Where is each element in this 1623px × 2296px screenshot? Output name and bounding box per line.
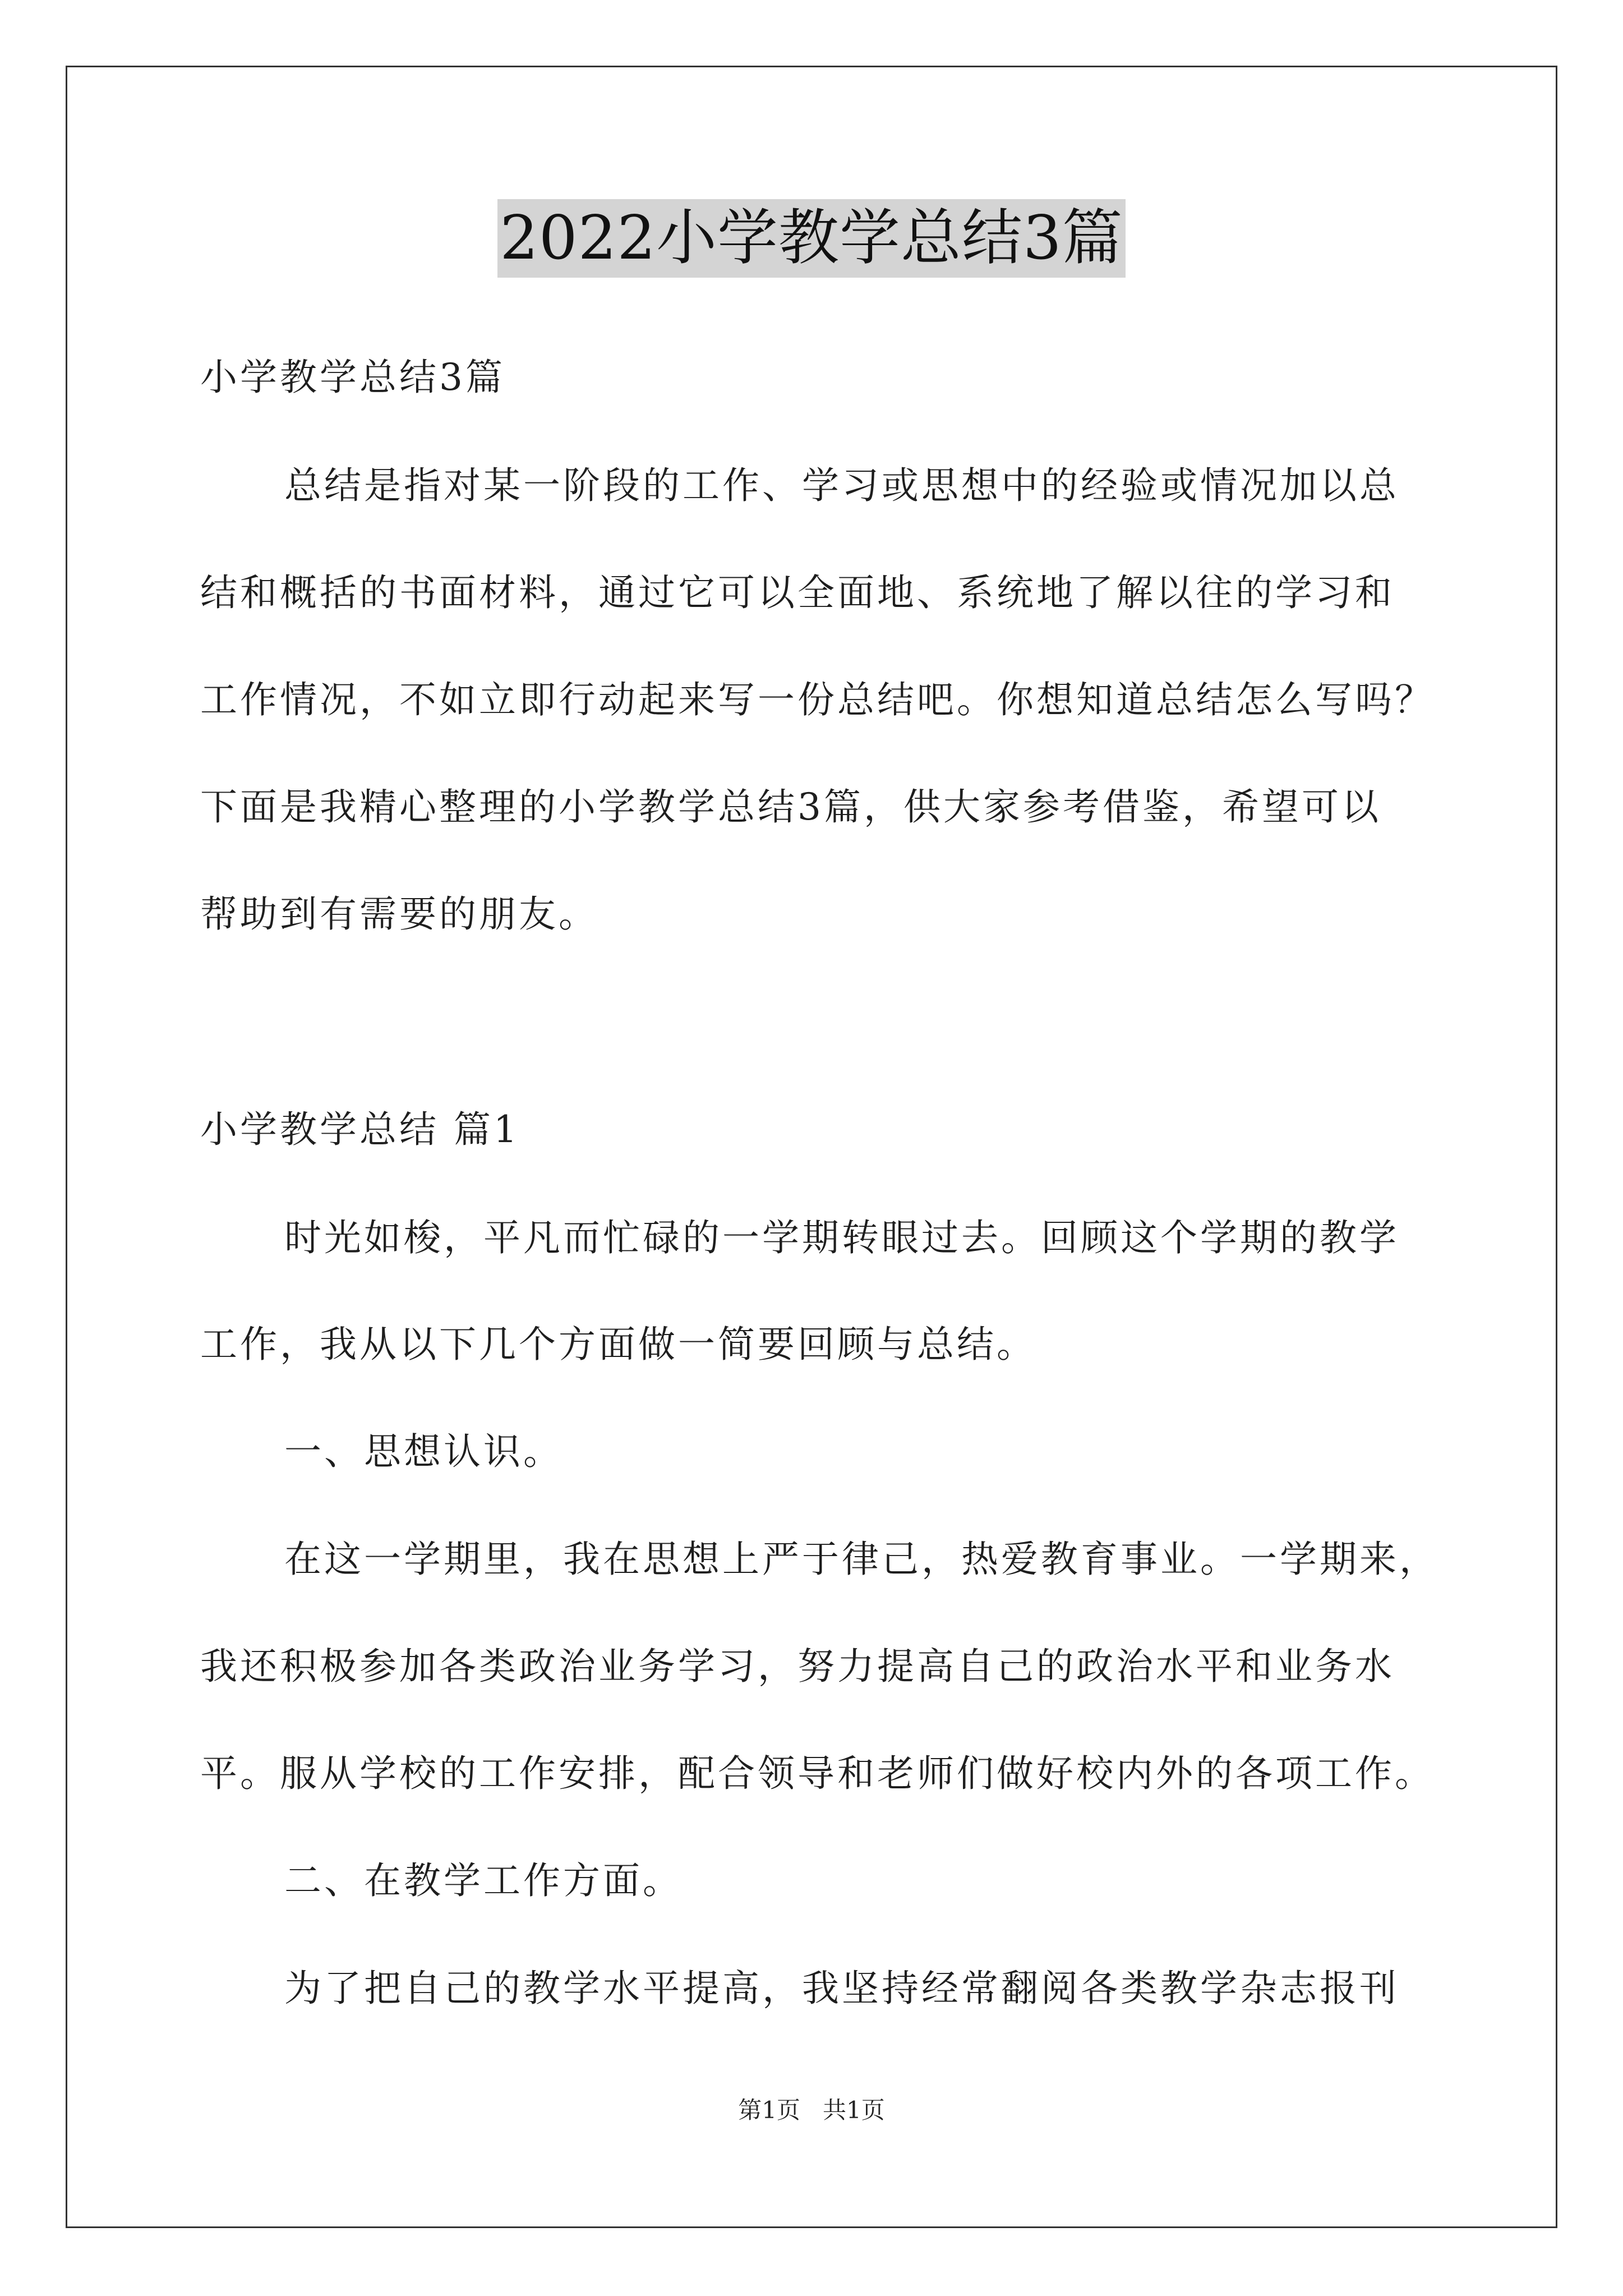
intro-line: 结和概括的书面材料，通过它可以全面地、系统地了解以往的学习和 xyxy=(200,571,1395,614)
intro-line: 总结是指对某一阶段的工作、学习或思想中的经验或情况加以总 xyxy=(284,464,1399,507)
title-container xyxy=(0,199,1623,278)
body-line: 二、在教学工作方面。 xyxy=(284,1859,683,1902)
body-line: 平。服从学校的工作安排，配合领导和老师们做好校内外的各项工作。 xyxy=(200,1752,1435,1795)
intro-line: 工作情况，不如立即行动起来写一份总结吧。你想知道总结怎么写吗？ xyxy=(200,678,1435,721)
page-footer: 第1页 共1页 xyxy=(738,2096,885,2124)
intro-line: 下面是我精心整理的小学教学总结3篇，供大家参考借鉴，希望可以 xyxy=(200,785,1381,829)
body-line: 工作，我从以下几个方面做一简要回顾与总结。 xyxy=(200,1323,1036,1366)
body-line: 在这一学期里，我在思想上严于律己，热爱教育事业。一学期来， xyxy=(284,1538,1439,1581)
body-line: 一、思想认识。 xyxy=(284,1430,563,1473)
intro-line: 帮助到有需要的朋友。 xyxy=(200,892,598,936)
body-line: 我还积极参加各类政治业务学习，努力提高自己的政治水平和业务水 xyxy=(200,1645,1395,1688)
document-subtitle: 小学教学总结3篇 xyxy=(200,356,505,399)
document-title: 2022小学教学总结3篇 xyxy=(497,199,1126,278)
body-line: 为了把自己的教学水平提高，我坚持经常翻阅各类教学杂志报刊 xyxy=(284,1967,1399,2010)
body-line: 时光如梭，平凡而忙碌的一学期转眼过去。回顾这个学期的教学 xyxy=(284,1216,1399,1259)
section-heading: 小学教学总结 篇1 xyxy=(200,1108,520,1151)
